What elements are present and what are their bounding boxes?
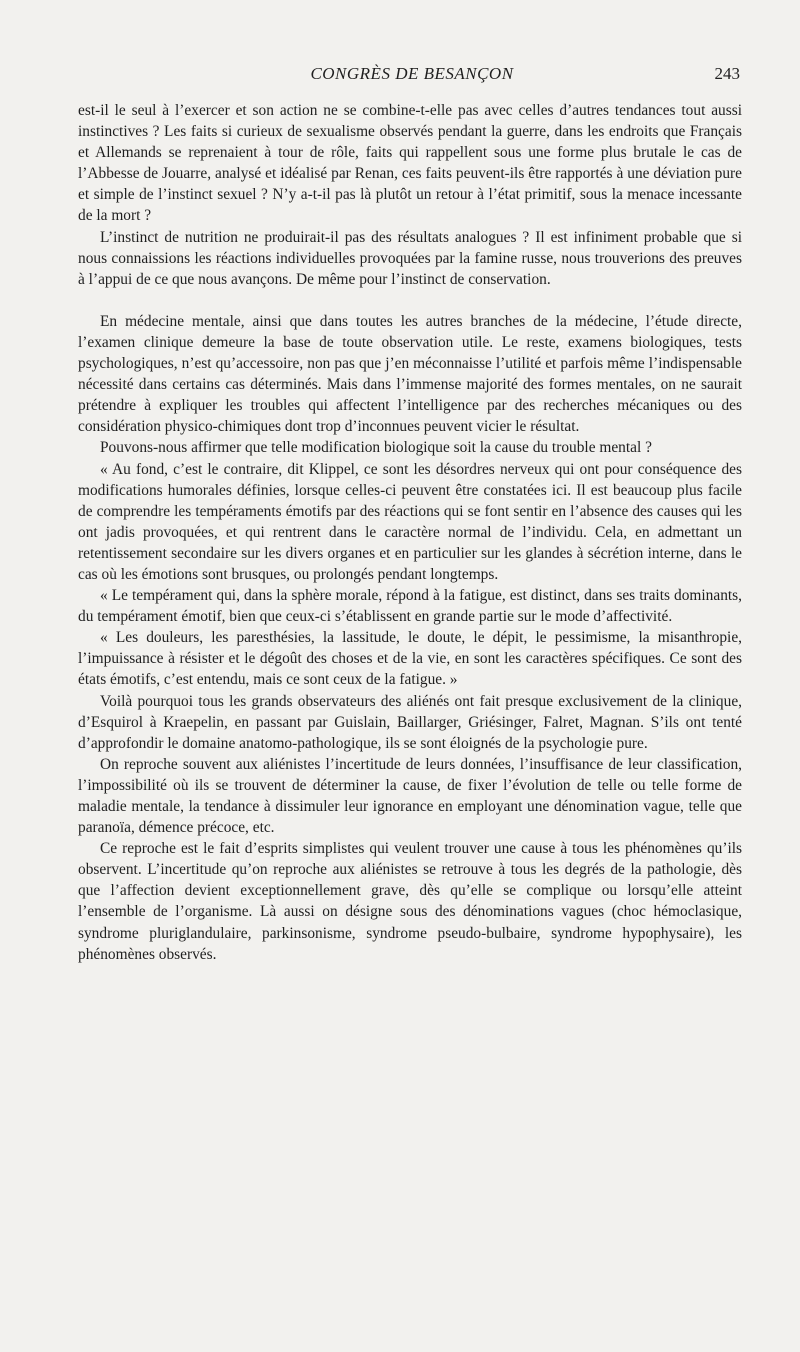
paragraph-1: est-il le seul à l’exercer et son action ne se combine-t-elle pas avec celles d’autres tendances tout aussi instinctives ? Les faits si curieux de sexualisme observés pendant la guerre, dans les endroits que Français et Allemands se reprenaient à tour de rôle, faits qui rappellent sous une forme plus brutale le cas de l’Abbesse de Jouarre, analysé et idéalisé par Renan, ces faits peuvent-ils être rapportés à une déviation pure et simple de l’instinct sexuel ? N’y a-t-il pas là plutôt un retour à l’état primitif, sous la menace incessante de la mort ? [78, 102, 742, 225]
paragraph-9: On reproche souvent aux aliénistes l’incertitude de leurs données, l’insuffisance de leur classification, l’impossibilité où ils se trouvent de déterminer la cause, de fixer l’évolution de telle ou telle forme de maladie mentale, la tendance à dissimuler leur ignorance en employant une dénomination vague, telle que paranoïa, démence précoce, etc. [78, 755, 742, 837]
paragraph-3: En médecine mentale, ainsi que dans toutes les autres branches de la médecine, l’étude directe, l’examen clinique demeure la base de toute observation utile. Le reste, examens biologiques, tests psychologiques, n’est qu’accessoire, non pas que j’en méconnaisse l’utilité et parfois même l’indispensable nécessité dans certains cas déterminés. Mais dans l’immense majorité des formes mentales, on ne saurait prétendre à expliquer les troubles qui affectent l’intelligence par des recherches mécaniques ou des considération physico-chimiques dont trop d’inconnues peuvent vicier le résultat. [78, 312, 742, 436]
paragraph-10: Ce reproche est le fait d’esprits simplistes qui veulent trouver une cause à tous les phénomènes qu’ils observent. L’incertitude qu’on reproche aux aliénistes se retrouve à tous les degrés de la pathologie, dès que l’affection devient exceptionnellement grave, dès qu’elle se complique ou lorsqu’elle atteint l’ensemble de l’organisme. Là aussi on désigne sous des dénominations vagues (choc hémoclasique, syndrome pluriglandulaire, parkinsonisme, syndrome pseudo-bulbaire, syndrome hypophysaire), les phénomènes observés. [78, 840, 742, 963]
paragraph-8: Voilà pourquoi tous les grands observateurs des aliénés ont fait presque exclusivement de la clinique, d’Esquirol à Kraepelin, en passant par Guislain, Baillarger, Griésinger, Falret, Magnan. S’ils ont tenté d’approfondir le domaine anatomo-pathologique, ils se sont éloignés de la psychologie pure. [78, 692, 742, 752]
page-number: 243 [714, 64, 740, 83]
header-title: CONGRÈS DE BESANÇON [310, 64, 514, 83]
paragraph-5: « Au fond, c’est le contraire, dit Klippel, ce sont les désordres nerveux qui ont pour conséquence des modifications humorales définies, lorsque celles-ci peuvent être constatées ici. Il est beaucoup plus facile de comprendre les tempéraments émotifs par des réactions qui se font sentir en l’absence des causes qui les ont jadis provoquées, et qui rentrent dans le caractère normal de l’individu. Cela, en admettant un retentissement secondaire sur les divers organes et en particulier sur les glandes à sécrétion interne, dans le cas où les émotions sont brusques, ou prolongés pendant longtemps. [78, 460, 742, 583]
running-header [82, 64, 742, 88]
paragraph-6: « Le tempérament qui, dans la sphère morale, répond à la fatigue, est distinct, dans ses traits dominants, du tempérament émotif, bien que ceux-ci s’établissent en grande partie sur le mode d’affectivité. [78, 587, 742, 626]
body-text [78, 100, 742, 965]
paragraph-7: « Les douleurs, les paresthésies, la lassitude, le doute, le dépit, le pessimisme, la misanthropie, l’impuissance à résister et le dégoût des choses et de la vie, en sont les caractères spécifiques. Ce sont des états émotifs, c’est entendu, mais ce sont ceux de la fatigue. » [78, 629, 742, 689]
paragraph-4: Pouvons-nous affirmer que telle modification biologique soit la cause du trouble mental ? [100, 439, 652, 457]
paragraph-2: L’instinct de nutrition ne produirait-il pas des résultats analogues ? Il est infiniment probable que si nous connaissions les réactions individuelles provoquées par la famine russe, nous trouverions des preuves à l’appui de ce que nous avançons. De même pour l’instinct de conservation. [78, 228, 742, 288]
